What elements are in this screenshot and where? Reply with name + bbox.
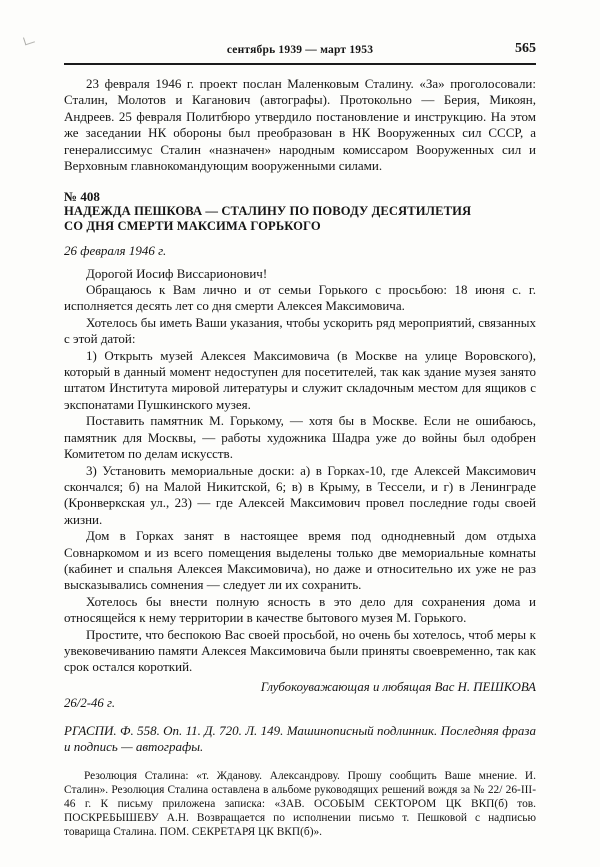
- letter-paragraph: Простите, что беспокою Вас своей просьбой, но очень бы хотелось, чтоб меры к увековечиванию памяти Алексея Максимовича были приняты своевременно, так как срок остался короткий.: [64, 626, 536, 675]
- letter-body: [64, 266, 536, 676]
- signature: Глубокоуважающая и любящая Вас Н. ПЕШКОВА: [260, 679, 536, 694]
- document-number: № 408: [64, 189, 100, 205]
- header-period-label: сентябрь 1939 — март 1953: [226, 44, 374, 56]
- document-heading: [64, 189, 536, 233]
- letter-paragraph: Дом в Горках занят в настоящее время под однодневный дом отдыха Совнаркомом и из всего помещения выделены только две мемориальные комнаты (кабинет и спальня Алексея Максимовича), но даже и относительно их уже не раз высказывались сомнения — следует ли их сохранить.: [64, 528, 536, 593]
- editorial-note: 23 февраля 1946 г. проект послан Маленковым Сталину. «За» проголосовали: Сталин, Молотов и Каганович (автографы). Протокольно — Берия, Микоян, Андреев. 25 февраля Политбюро утвердило постановление и инструкцию. На этом же заседании НК обороны был преобразован в НК Вооруженных сил СССР, а генералиссимус Сталин «назначен» народным комиссаром Вооруженных сил и Верховным главнокомандующим вооруженными силами.: [64, 76, 536, 174]
- letter-paragraph: Хотелось бы иметь Ваши указания, чтобы ускорить ряд мероприятий, связанных с этой датой:: [64, 314, 536, 347]
- header-rule: [64, 63, 536, 65]
- editorial-commentary: Резолюция Сталина: «т. Жданову. Александрову. Прошу сообщить Ваше мнение. И. Сталин». Резолюция Сталина оставлена в альбоме руководящих решений вождя за № 22/ 26-III-46 г. К письму приложена записка: «ЗАВ. ОСОБЫМ СЕКТОРОМ ЦК ВКП(б) тов. ПОСКРЕБЫШЕВУ А.Н. Возвращается по исполнении письмо т. Пешковой с надписью товарища Сталина. ПОМ. СЕКРЕТАРЯ ЦК ВКП(б)».: [64, 769, 536, 838]
- document-title-line2: СО ДНЯ СМЕРТИ МАКСИМА ГОРЬКОГО: [64, 219, 321, 234]
- signature-date: 26/2-46 г.: [64, 695, 116, 710]
- salutation: Дорогой Иосиф Виссарионович!: [86, 265, 268, 281]
- letter-paragraph: Хотелось бы внести полную ясность в это дело для сохранения дома и относящейся к нему территории в качестве бытового музея М. Горького.: [64, 593, 536, 626]
- header-page-number: 565: [515, 41, 536, 56]
- document-title-line1: НАДЕЖДА ПЕШКОВА — СТАЛИНУ ПО ПОВОДУ ДЕСЯТИЛЕТИЯ: [64, 204, 472, 219]
- letter-paragraph: 1) Открыть музей Алексея Максимовича (в Москве на улице Воровского), который в данный момент недоступен для посетителей, так как здание музея занято штатом Института мировой литературы и служит складочным местом для ящиков с экспонатами Пушкинского музея.: [64, 347, 536, 412]
- letter-paragraph: 3) Установить мемориальные доски: а) в Горках-10, где Алексей Максимович скончался; б) на Малой Никитской, 6; в) в Крыму, в Тессели, и г) в Ленинграде (Кронверкская ул., 23) — где Алексей Максимович провел последние годы своей жизни.: [64, 462, 536, 527]
- letter-paragraph: Обращаюсь к Вам лично и от семьи Горького с просьбою: 18 июня с. г. исполняется десять лет со дня смерти Алексея Максимовича.: [64, 282, 536, 314]
- document-date: 26 февраля 1946 г.: [64, 242, 167, 258]
- running-header: [64, 41, 536, 61]
- archival-reference: РГАСПИ. Ф. 558. Оп. 11. Д. 720. Л. 149. Машинописный подлинник. Последняя фраза и подпись — автографы.: [64, 722, 536, 755]
- stray-pencil-mark: [23, 35, 35, 46]
- letter-paragraph: Поставить памятник М. Горькому, — хотя бы в Москве. Если не ошибаюсь, памятник для Москвы, — работы художника Шадра уже до войны был одобрен Комитетом по делам искусств.: [64, 413, 536, 462]
